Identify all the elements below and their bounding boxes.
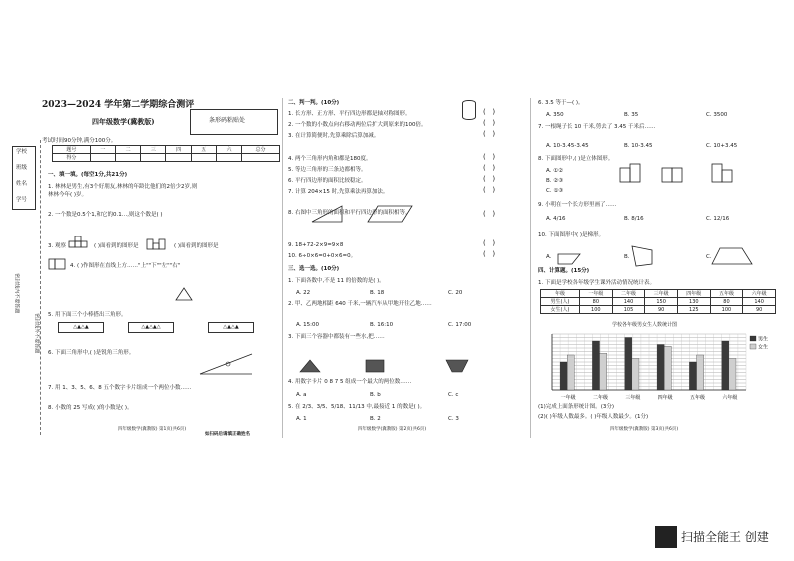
answer-paren-9[interactable]: ( ) — [483, 239, 496, 247]
bar-chart — [540, 330, 776, 402]
answer-paren-2[interactable]: ( ) — [483, 119, 496, 127]
score-value-cell — [216, 154, 241, 162]
side-note-2: 密封线外不要答题 — [33, 313, 40, 354]
choice-2-b: B. 16:10 — [370, 322, 394, 328]
question-8: 8. 小数的 25 写成( )的小数是( )。 — [48, 405, 133, 411]
answer-paren-7[interactable]: ( ) — [483, 186, 496, 194]
question-5: 5. 用下面三个小棒搭出三角形。 — [48, 312, 127, 318]
score-header-cell: 三 — [141, 146, 166, 154]
score-header-cell: 题号 — [53, 146, 91, 154]
column-divider-2 — [530, 98, 531, 438]
bar-girls — [664, 346, 671, 390]
q3-8-a: A. ①② — [546, 168, 564, 174]
question-4: 4. ( )作图形在直线上方……"上""下""左""右" — [70, 263, 181, 269]
girls-count: 100 — [580, 306, 613, 314]
barcode-box — [190, 109, 278, 135]
girls-label: 女生(人) — [541, 306, 580, 314]
section-3-title: 三、选一选。(10分) — [288, 266, 340, 272]
score-value-cell — [116, 154, 141, 162]
triangle-parallelogram-figure — [308, 200, 418, 224]
exam-info: 考试时间90分钟,满分100分。 — [42, 138, 117, 144]
score-table — [52, 145, 280, 162]
legend-label: 女生 — [758, 344, 769, 351]
score-header-cell: 六 — [216, 146, 241, 154]
q3-7-b: B. 10-3.45 — [624, 143, 653, 149]
score-value-cell — [90, 154, 115, 162]
scanner-logo — [655, 526, 677, 548]
question-2: 2. 一个数是0.5个1,和它的0.1…,则这个数是( ) — [48, 212, 163, 218]
bar-boys — [722, 341, 729, 390]
choice-4-c: C. c — [448, 392, 459, 398]
bar-boys — [689, 362, 696, 390]
q3-6: 6. 3.5 等于—( )。 — [538, 100, 584, 106]
bar-girls — [697, 355, 704, 390]
score-value-cell: 得分 — [53, 154, 91, 162]
q3-8-b: B. ②③ — [546, 178, 564, 184]
student-table-header-cell: 二年级 — [612, 290, 645, 298]
score-header-cell: 五 — [191, 146, 216, 154]
bar-boys — [657, 345, 664, 391]
exam-title: 2023—2024 学年第二学期综合测评 — [42, 100, 195, 110]
bar-boys — [625, 338, 632, 391]
student-table-header-cell: 三年级 — [645, 290, 678, 298]
score-value-cell — [242, 154, 280, 162]
girls-count: 90 — [645, 306, 678, 314]
legend-label: 男生 — [758, 336, 769, 343]
answer-paren-4[interactable]: ( ) — [483, 153, 496, 161]
choice-4-a: A. a — [296, 392, 307, 398]
choice-4-b: B. b — [370, 392, 381, 398]
legend-swatch — [750, 336, 756, 341]
judge-3: 3. 在计算简便时,先算乘除后算加减。 — [288, 133, 380, 139]
choice-5-a: A. 1 — [296, 416, 307, 422]
barcode-label: 条形码粘贴处 — [209, 117, 246, 124]
side-label-class: 班级 — [16, 165, 28, 171]
choice-1-b: B. 18 — [370, 290, 385, 296]
stick-group-2: △▲△▲△ — [128, 322, 174, 333]
chart-question-a: (1)完成上面条形统计图。(3分) — [538, 404, 615, 410]
boys-count: 140 — [612, 298, 645, 306]
question-3b: ( )面看到的图形是 — [94, 243, 139, 249]
judge-4: 4. 两个三角形内角和都是180度。 — [288, 156, 372, 162]
boys-label: 男生(人) — [541, 298, 580, 306]
question-3c: ( )面看到的图形是 — [174, 243, 219, 249]
side-label-name: 姓名 — [16, 181, 28, 187]
choice-5-b: B. 2 — [370, 416, 381, 422]
shape-figure — [48, 258, 68, 270]
side-label-number: 学号 — [16, 197, 28, 203]
chart-caption: 学校各年级男女生人数统计图 — [612, 322, 678, 328]
angle-figure — [196, 350, 256, 378]
containers-figure — [296, 358, 476, 374]
answer-paren-10[interactable]: ( ) — [483, 250, 496, 258]
question-1: 1. 林林是男生,有3个好朋友,林林的年龄比他们的2倍少2岁,则 — [48, 184, 198, 190]
boys-count: 150 — [645, 298, 678, 306]
girls-count: 105 — [612, 306, 645, 314]
q3-10-a: A. — [546, 254, 552, 260]
bar-girls — [729, 359, 736, 391]
side-note-1: 密封线内不要答题 — [13, 273, 20, 314]
page-2-footer: 四年级数学(冀教版) 第2页(共6页) — [358, 427, 427, 432]
q3-6-c: C. 3500 — [706, 112, 728, 118]
choice-2: 2. 甲、乙两地相距 640 千米,一辆汽车从甲地开往乙地…… — [288, 301, 432, 307]
section-4-title: 四、计算题。(15分) — [538, 268, 590, 274]
chart-question-b: (2)( )年级人数最多。( )年级人数最少。(1分) — [538, 414, 649, 420]
x-tick-label: 六年级 — [722, 395, 738, 401]
student-count-table — [540, 289, 776, 314]
q3-9-c: C. 12/16 — [706, 216, 730, 222]
watermark-text: 扫描全能王 创建 — [681, 530, 769, 544]
stick-group-3: △▲△▲ — [208, 322, 254, 333]
column-divider-1 — [282, 98, 283, 438]
section-2-title: 二、判一判。(10分) — [288, 100, 340, 106]
choice-2-a: A. 15:00 — [296, 322, 320, 328]
q3-6-a: A. 350 — [546, 112, 564, 118]
bar-girls — [567, 355, 574, 390]
judge-10: 10. 6÷0×6=0+0×6=0。 — [288, 253, 357, 259]
cylinder-figure — [462, 100, 476, 120]
page-3-footer: 四年级数学(冀教版) 第3页(共6页) — [610, 427, 679, 432]
page-1-footer-note: 如扫码后请填正确姓名 — [205, 432, 250, 437]
section-1-title: 一、填一填。(每空1分,共21分) — [48, 172, 128, 178]
solid-figures — [616, 160, 746, 186]
score-header-cell: 总分 — [242, 146, 280, 154]
bar-boys — [560, 362, 567, 390]
choice-4: 4. 用数字卡片 0 8 7 5 组成一个最大的两位数…… — [288, 379, 412, 385]
judge-9: 9. 18+72-2×9=9×8 — [288, 242, 344, 248]
x-tick-label: 二年级 — [592, 395, 609, 401]
x-tick-label: 五年级 — [689, 395, 706, 401]
x-tick-label: 三年级 — [625, 395, 641, 401]
girls-count: 100 — [710, 306, 743, 314]
student-table-header-cell: 一年级 — [580, 290, 613, 298]
page-1-footer: 四年级数学(冀教版) 第1页(共6页) — [118, 427, 187, 432]
boys-count: 130 — [677, 298, 710, 306]
answer-paren-5[interactable]: ( ) — [483, 164, 496, 172]
student-table-header-cell: 年级 — [541, 290, 580, 298]
x-tick-label: 一年级 — [560, 395, 576, 401]
answer-paren-1[interactable]: ( ) — [483, 108, 496, 116]
q3-9: 9. 小明在一个长方形里画了…… — [538, 202, 617, 208]
q3-10: 10. 下面图形中( )是梯形。 — [538, 232, 605, 238]
judge-7: 7. 计算 204×15 时,先算乘法再算加法。 — [288, 189, 389, 195]
student-table-header-cell: 六年级 — [743, 290, 776, 298]
bar-girls — [600, 353, 607, 390]
question-6: 6. 下面三角形中,( )是锐角三角形。 — [48, 350, 135, 356]
choice-1-a: A. 22 — [296, 290, 311, 296]
judge-2: 2. 一个数的小数点向右移动两位后扩大到原来的100倍。 — [288, 122, 427, 128]
q3-6-b: B. 35 — [624, 112, 639, 118]
score-value-cell — [191, 154, 216, 162]
boys-count: 80 — [580, 298, 613, 306]
table-title: 1. 下面是学校各年级学生课外活动情况统计表。 — [538, 280, 655, 286]
score-header-cell: 一 — [90, 146, 115, 154]
q3-8-c: C. ①③ — [546, 188, 564, 194]
choice-1-c: C. 20 — [448, 290, 463, 296]
score-value-cell — [166, 154, 191, 162]
cube-figure — [68, 236, 90, 250]
choice-3: 3. 下面三个容器中都装有一些水,把…… — [288, 334, 385, 340]
stick-group-1: △▲△▲ — [58, 322, 104, 333]
seal-line — [40, 140, 41, 435]
answer-paren-3[interactable]: ( ) — [483, 130, 496, 138]
question-7: 7. 用 1、3、5、6、8 五个数字卡片组成一个两位小数…… — [48, 385, 192, 391]
bar-girls — [632, 359, 639, 391]
choice-5-c: C. 3 — [448, 416, 459, 422]
student-table-header-cell: 五年级 — [710, 290, 743, 298]
side-label-school: 学校 — [16, 149, 28, 155]
score-header-cell: 二 — [116, 146, 141, 154]
question-1b: 林林今年( )岁。 — [48, 192, 88, 198]
q3-9-b: B. 8/16 — [624, 216, 644, 222]
judge-8: 8. 右图中三角形的面积和平行四边形的面积相等。 — [288, 210, 411, 216]
q3-10-c: C. — [706, 254, 712, 260]
judge-6: 6. 平行四边形的面积比较稳定。 — [288, 178, 367, 184]
view-figure-1 — [146, 238, 168, 250]
answer-paren-8[interactable]: ( ) — [483, 210, 496, 218]
student-table-header-cell: 四年级 — [677, 290, 710, 298]
question-3: 3. 观察 — [48, 243, 66, 249]
judge-5: 5. 等边三角形的三条边都相等。 — [288, 167, 367, 173]
answer-paren-6[interactable]: ( ) — [483, 175, 496, 183]
score-header-cell: 四 — [166, 146, 191, 154]
q3-7: 7. 一根绳子长 10 千米,剪去了 3.45 千米后…… — [538, 124, 656, 130]
legend-swatch — [750, 344, 756, 349]
judge-1: 1. 长方形、正方形、平行四边形都是轴对称图形。 — [288, 111, 411, 117]
boys-count: 140 — [743, 298, 776, 306]
trapezoid-options — [556, 244, 756, 268]
q3-7-c: C. 10+3.45 — [706, 143, 738, 149]
choice-5: 5. 在 2/3、3/5、5/18、11/13 中,最接近 1 的数是( )。 — [288, 404, 426, 410]
bar-boys — [592, 341, 599, 390]
choice-2-c: C. 17:00 — [448, 322, 472, 328]
girls-count: 90 — [743, 306, 776, 314]
q3-10-b: B. — [624, 254, 630, 260]
q3-9-a: A. 4/16 — [546, 216, 566, 222]
x-tick-label: 四年级 — [657, 395, 673, 401]
girls-count: 125 — [677, 306, 710, 314]
choice-1: 1. 下面各数中,不是 11 的倍数的是( )。 — [288, 278, 385, 284]
q3-7-a: A. 10-3.45-3.45 — [546, 143, 589, 149]
score-value-cell — [141, 154, 166, 162]
q3-8: 8. 下面图形中,( )是立体图形。 — [538, 156, 614, 162]
exam-subtitle: 四年级数学(冀教版) — [92, 117, 155, 126]
boys-count: 80 — [710, 298, 743, 306]
rotation-figure — [174, 286, 194, 302]
